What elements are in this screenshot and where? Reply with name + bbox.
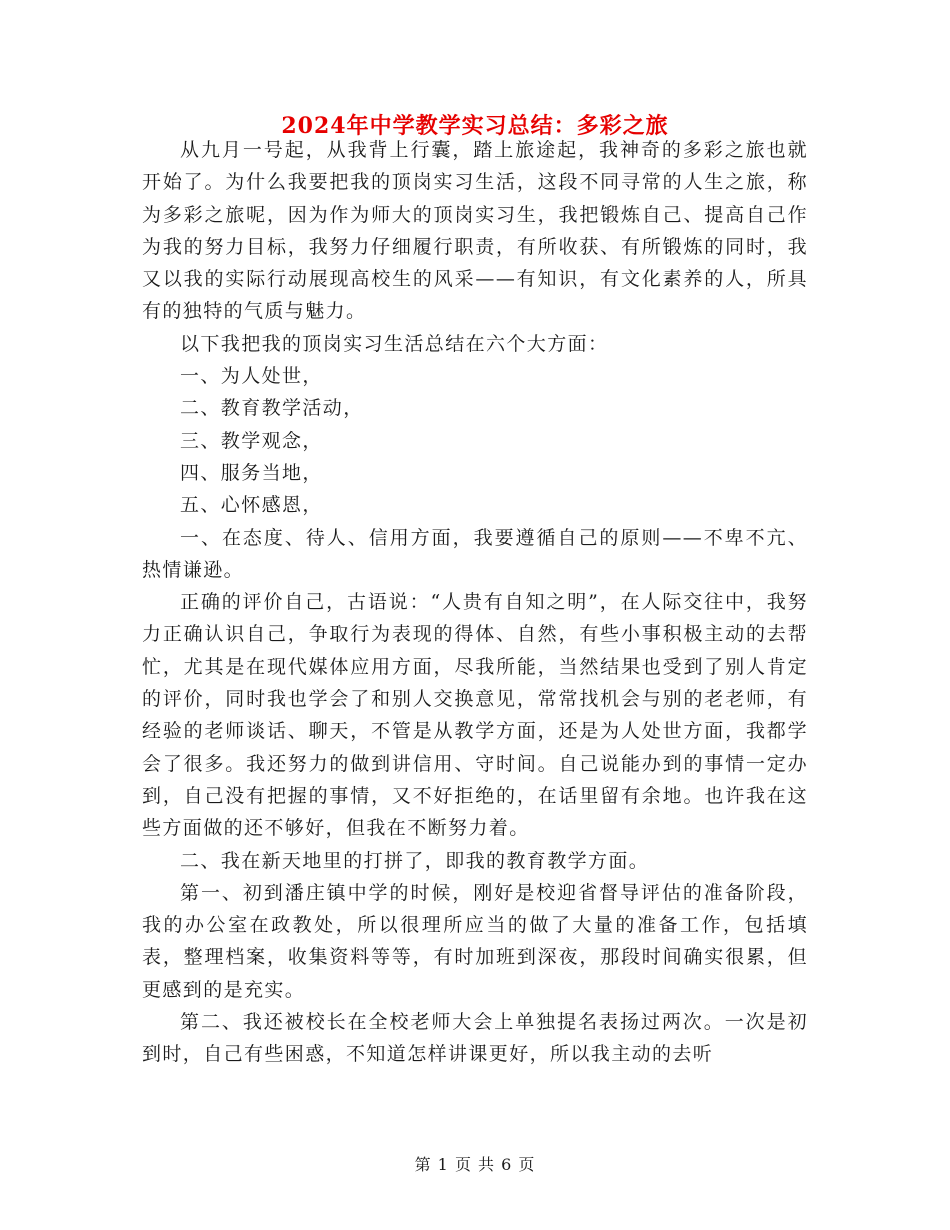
list-item: 五、心怀感恩， xyxy=(180,494,323,517)
paragraph: 第一、初到潘庄镇中学的时候，刚好是校迎省督导评估的准备阶段，我的办公室在政教处，所以很理所应当的做了大量的准备工作，包括填表，整理档案，收集资料等等，有时加班到深夜，那段时间确实很累，但更感到的是充实。 xyxy=(142,881,808,1001)
list-item: 一、为人处世， xyxy=(180,365,323,388)
page-number-footer: 第 1 页 共 6 页 xyxy=(414,1155,536,1174)
paragraph: 第二、我还被校长在全校老师大会上单独提名表扬过两次。一次是初到时，自己有些困惑，不知道怎样讲课更好，所以我主动的去听 xyxy=(142,1011,808,1066)
list-item: 二、教育教学活动， xyxy=(180,397,364,420)
document-title: 2024年中学教学实习总结：多彩之旅 xyxy=(281,113,669,139)
list-item: 三、教学观念， xyxy=(180,429,323,452)
list-item: 四、服务当地， xyxy=(180,461,323,484)
section-heading-paragraph: 二、我在新天地里的打拼了，即我的教育教学方面。 xyxy=(180,849,650,872)
document-body xyxy=(142,134,808,1071)
paragraph: 以下我把我的顶岗实习生活总结在六个大方面： xyxy=(180,332,609,355)
section-heading-paragraph: 一、在态度、待人、信用方面，我要遵循自己的原则——不卑不亢、热情谦逊。 xyxy=(142,526,808,581)
paragraph: 正确的评价自己，古语说：“人贵有自知之明”，在人际交往中，我努力正确认识自己，争取行为表现的得体、自然，有些小事积极主动的去帮忙，尤其是在现代媒体应用方面，尽我所能，当然结果也受到了别人肯定的评价，同时我也学会了和别人交换意见，常常找机会与别的老老师，有经验的老师谈话、聊天，不管是从教学方面，还是为人处世方面，我都学会了很多。我还努力的做到讲信用、守时间。自己说能办到的事情一定办到，自己没有把握的事情，又不好拒绝的，在话里留有余地。也许我在这些方面做的还不够好，但我在不断努力着。 xyxy=(142,591,808,840)
paragraph: 从九月一号起，从我背上行囊，踏上旅途起，我神奇的多彩之旅也就开始了。为什么我要把我的顶岗实习生活，这段不同寻常的人生之旅，称为多彩之旅呢，因为作为师大的顶岗实习生，我把锻炼自己、提高自己作为我的努力目标，我努力仔细履行职责，有所收获、有所锻炼的同时，我又以我的实际行动展现高校生的风采——有知识，有文化素养的人，所具有的独特的气质与魅力。 xyxy=(142,139,808,323)
